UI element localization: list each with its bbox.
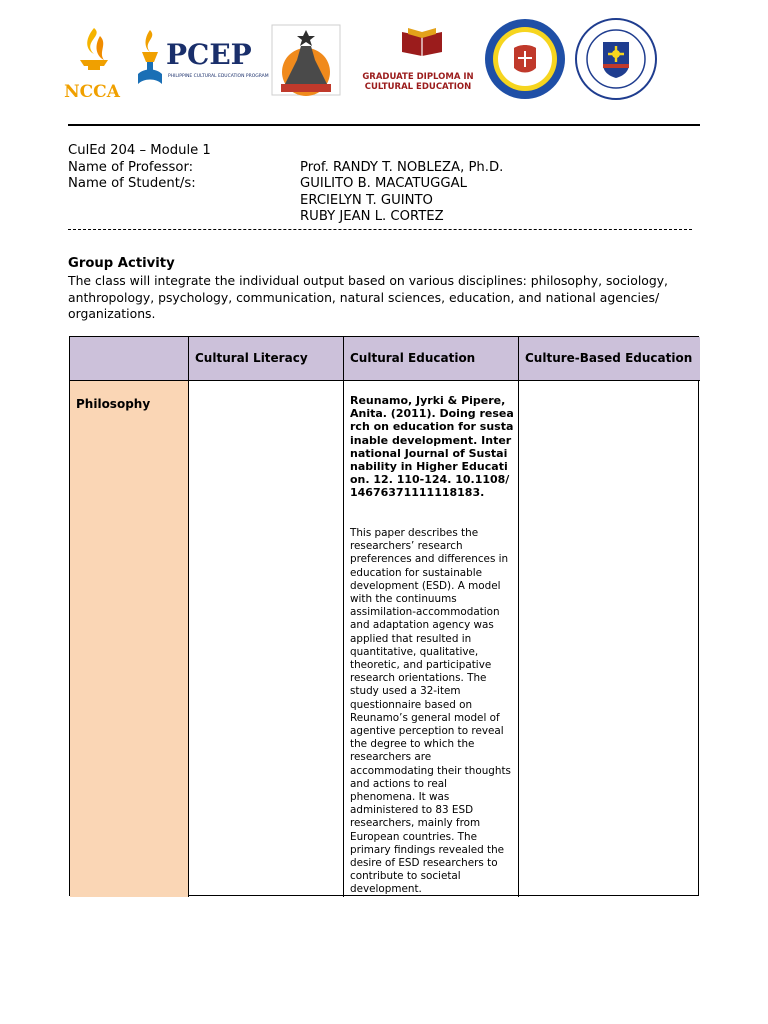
gdce-line-1: GRADUATE DIPLOMA IN	[362, 72, 474, 82]
professor-name: Prof. RANDY T. NOBLEZA, Ph.D.	[300, 159, 504, 175]
table-header-label: Cultural Education	[350, 351, 476, 365]
ncca-logo	[60, 26, 124, 102]
group-activity-title: Group Activity	[68, 256, 175, 271]
row-label: Philosophy	[76, 397, 151, 411]
student-name: RUBY JEAN L. CORTEZ	[300, 209, 444, 224]
table-header-label: Cultural Literacy	[195, 351, 308, 365]
gdce-line-2: CULTURAL EDUCATION	[364, 82, 472, 92]
group-activity-instructions: The class will integrate the individual output based on various disciplines: philosophy, sociology, anthropology, psychology, communication, natural sciences, education, and national agencies/ organizations.	[68, 273, 668, 321]
table-header-blank	[70, 337, 189, 381]
flame-icon	[74, 26, 114, 76]
cell-cultural-literacy	[189, 381, 344, 897]
book-icon	[400, 26, 444, 56]
header-divider	[68, 229, 692, 230]
deped-seal	[575, 18, 657, 100]
top-divider	[68, 124, 700, 126]
row-label-philosophy	[70, 381, 189, 897]
student-name: GUILITO B. MACATUGGAL	[300, 176, 467, 191]
activity-table	[69, 336, 699, 896]
cell-cultural-education	[344, 381, 519, 897]
monument-icon	[271, 24, 341, 96]
table-header-culture-based-education	[519, 337, 700, 381]
course-code: CulEd 204 – Module 1	[68, 143, 211, 158]
university-seal	[484, 18, 566, 100]
deped-seal-icon	[575, 18, 657, 100]
monument-logo	[271, 24, 341, 96]
torch-icon	[136, 28, 164, 86]
logo-strip	[56, 18, 716, 102]
gdce-logo	[358, 24, 478, 96]
pcep-wordmark: PCEP	[166, 38, 252, 71]
university-seal-icon	[484, 18, 566, 100]
table-header-cultural-literacy	[189, 337, 344, 381]
student-name: ERCIELYN T. GUINTO	[300, 192, 433, 208]
cell-culture-based-education	[519, 381, 700, 897]
table-header-cultural-education	[344, 337, 519, 381]
table-header-label: Culture-Based Education	[525, 351, 693, 365]
pcep-subtitle: PHILIPPINE CULTURAL EDUCATION PROGRAM	[168, 74, 269, 79]
professor-label: Name of Professor:	[68, 159, 194, 175]
reference-abstract: This paper describes the researchers’ research preferences and differences in education for sustainable development (ESD). A model with the continuums assimilation-accommodation and adaptation agency was applied that resulted in quantitative, qualitative, theoretic, and participative research orientations. The study used a 32-item questionnaire based on Reunamo’s general model of agentive perception to reveal the degree to which the researchers are accommodating their thoughts and actions to real phenomena. It was administered to 83 ESD researchers, mainly from European countries. The primary findings revealed the desire of ESD researchers to contribute to societal development.	[350, 527, 511, 896]
ncca-wordmark: NCCA	[64, 82, 120, 102]
students-label: Name of Student/s:	[68, 176, 196, 191]
reference-citation: Reunamo, Jyrki & Pipere, Anita. (2011). Doing research on education for sustainable development. International Journal of Sustainability in Higher Education. 12. 110-124. 10.1108/14676371111118183.	[350, 394, 514, 500]
pcep-logo	[136, 28, 269, 88]
